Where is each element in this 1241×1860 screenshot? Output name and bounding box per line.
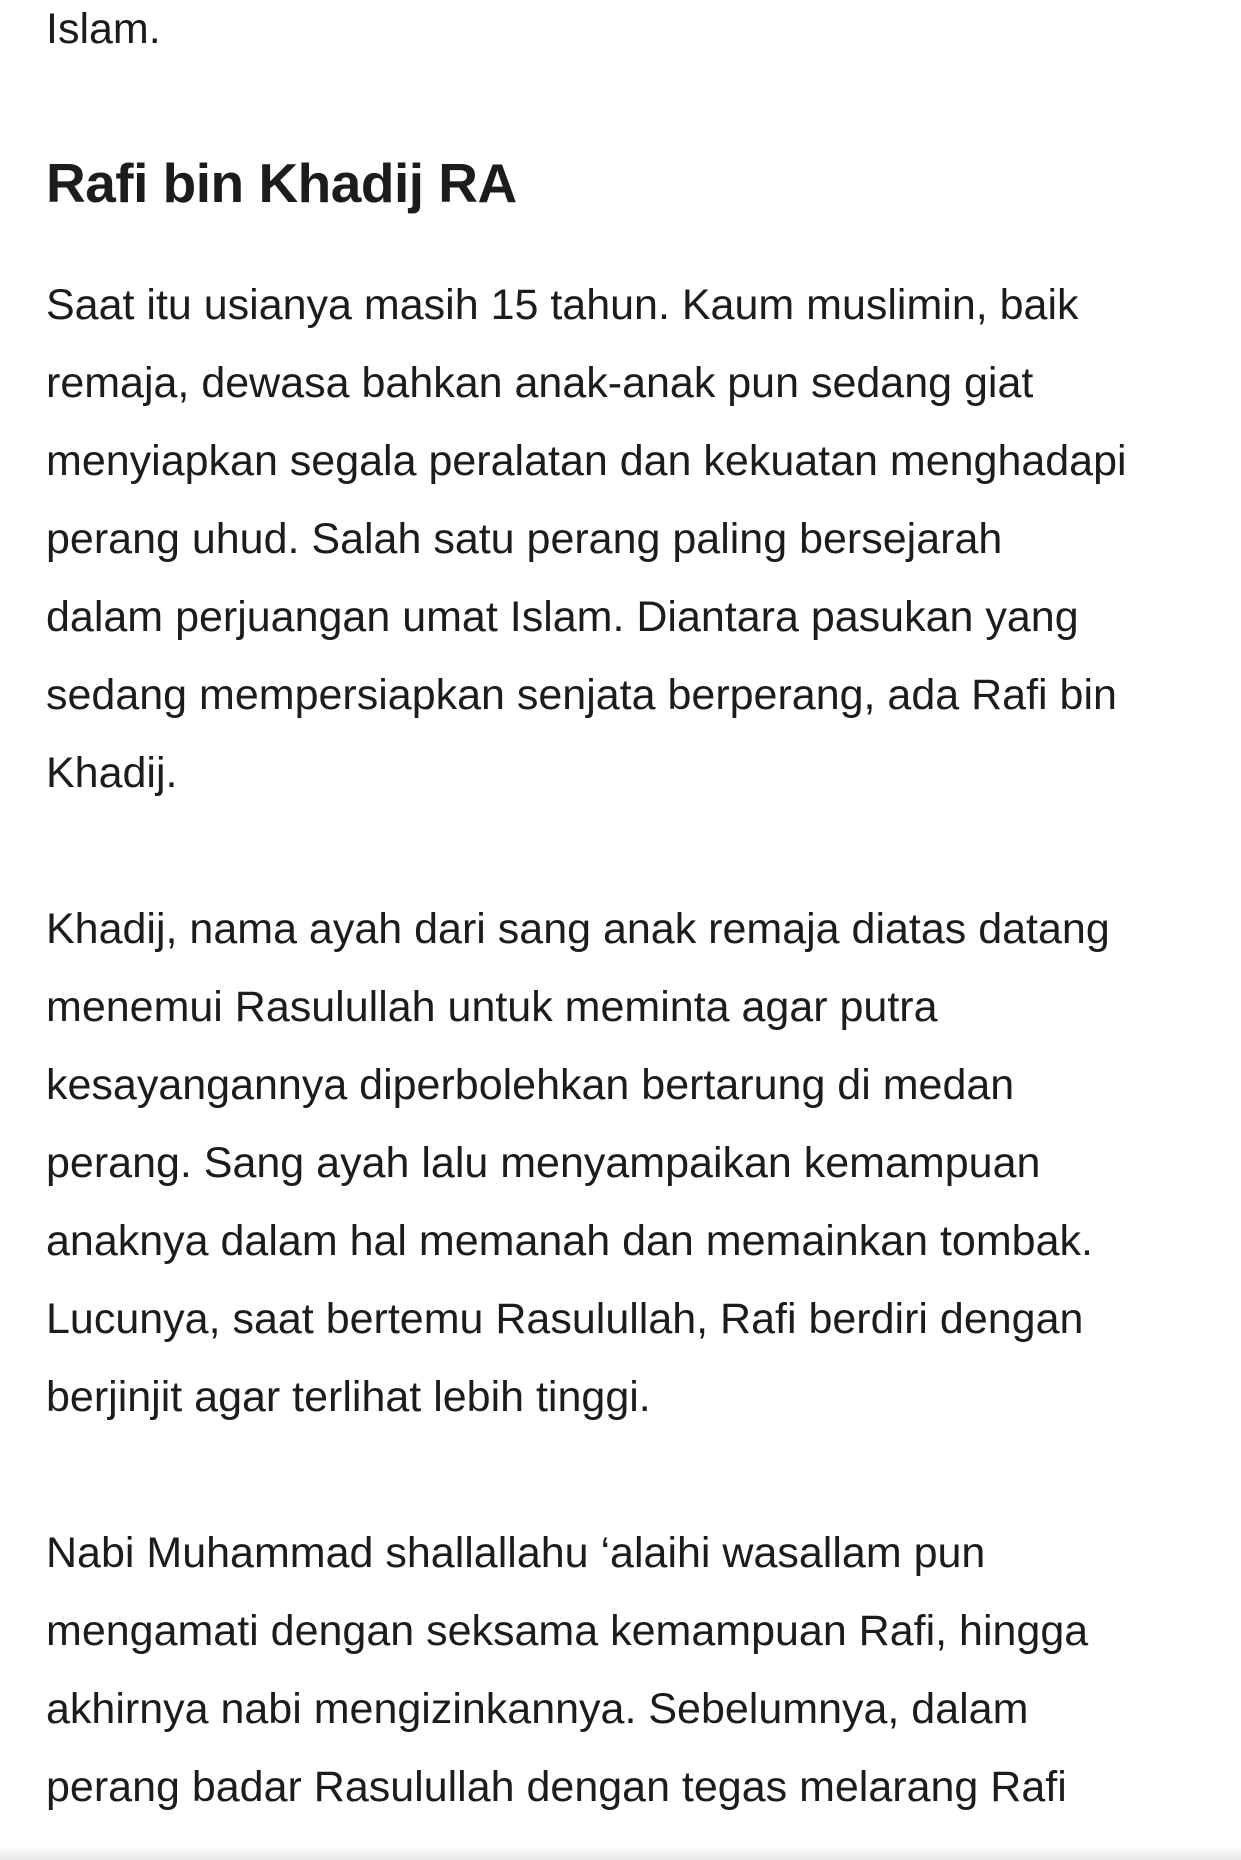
section-heading: Rafi bin Khadij RA — [46, 152, 517, 214]
paragraph-2 — [46, 890, 1110, 1436]
paragraph-line: mengamati dengan seksama kemampuan Rafi, hingga — [46, 1607, 1089, 1655]
paragraph-line: Khadij. — [46, 749, 178, 797]
paragraph-line: kesayangannya diperbolehkan bertarung di medan — [46, 1061, 1015, 1109]
paragraph-1 — [46, 266, 1127, 812]
paragraph-line: perang badar Rasulullah dengan tegas melarang Rafi — [46, 1763, 1067, 1811]
paragraph-line: sedang mempersiapkan senjata berperang, ada Rafi bin — [46, 671, 1117, 719]
paragraph-line: akhirnya nabi mengizinkannya. Sebelumnya, dalam — [46, 1685, 1029, 1733]
paragraph-line: menemui Rasulullah untuk meminta agar putra — [46, 983, 938, 1031]
paragraph-line: Saat itu usianya masih 15 tahun. Kaum muslimin, baik — [46, 281, 1079, 329]
paragraph-line: menyiapkan segala peralatan dan kekuatan menghadapi — [46, 437, 1127, 485]
paragraph-3 — [46, 1514, 1088, 1826]
paragraph-line: anaknya dalam hal memanah dan memainkan tombak. — [46, 1217, 1093, 1265]
paragraph-line: Khadij, nama ayah dari sang anak remaja diatas datang — [46, 905, 1110, 953]
paragraph-line: Lucunya, saat bertemu Rasulullah, Rafi berdiri dengan — [46, 1295, 1084, 1343]
bottom-edge-shade — [0, 1846, 1241, 1860]
paragraph-line: dalam perjuangan umat Islam. Diantara pasukan yang — [46, 593, 1079, 641]
paragraph-line: perang uhud. Salah satu perang paling bersejarah — [46, 515, 1003, 563]
paragraph-line: berjinjit agar terlihat lebih tinggi. — [46, 1373, 651, 1421]
paragraph-line: perang. Sang ayah lalu menyampaikan kemampuan — [46, 1139, 1041, 1187]
paragraph-line: Nabi Muhammad shallallahu ‘alaihi wasallam pun — [46, 1529, 986, 1577]
paragraph-line: remaja, dewasa bahkan anak-anak pun sedang giat — [46, 359, 1034, 407]
previous-paragraph-fragment: Islam. — [46, 5, 161, 53]
